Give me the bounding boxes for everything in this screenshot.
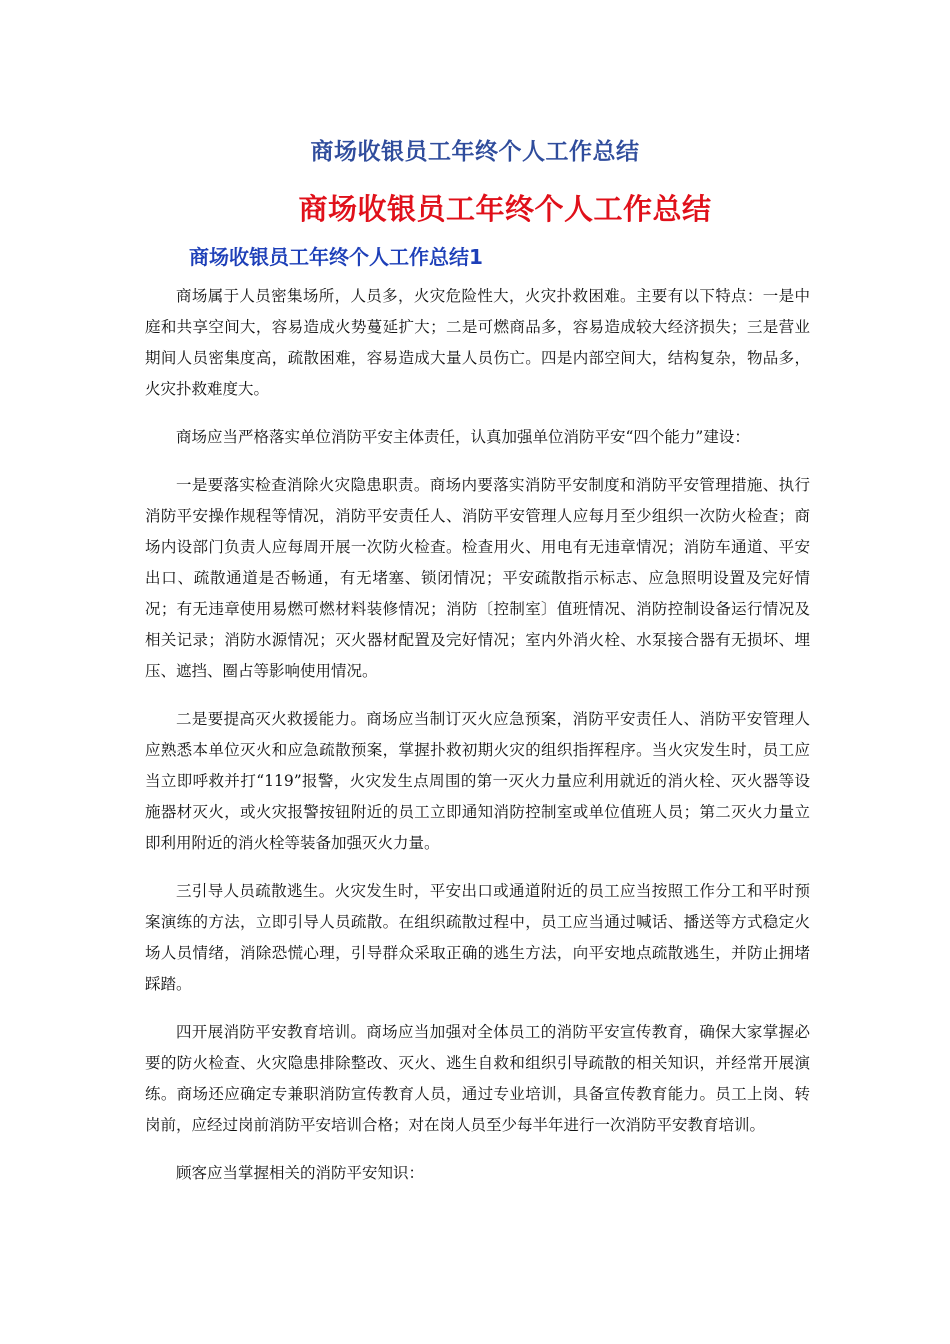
- paragraph-firefighting-capability: 二是要提高灭火救援能力。商场应当制订灭火应急预案，消防平安责任人、消防平安管理人应熟悉本单位灭火和应急疏散预案，掌握扑救初期火灾的组织指挥程序。当火灾发生时，员工应当立即呼救并打“119”报警，火灾发生点周围的第一灭火力量应利用就近的消火栓、灭火器等设施器材灭火，或火灾报警按钮附近的员工立即通知消防控制室或单位值班人员；第二灭火力量立即利用附近的消火栓等装备加强灭火力量。: [145, 710, 810, 852]
- section-title: 商场收银员工年终个人工作总结1: [189, 245, 483, 269]
- main-title: 商场收银员工年终个人工作总结: [298, 192, 712, 226]
- paragraph-hazard-inspection: 一是要落实检查消除火灾隐患职责。商场内要落实消防平安制度和消防平安管理措施、执行消防平安操作规程等情况，消防平安责任人、消防平安管理人应每月至少组织一次防火检查；商场内设部门负责人应每周开展一次防火检查。检查用火、用电有无违章情况；消防车通道、平安出口、疏散通道是否畅通，有无堵塞、锁闭情况；平安疏散指示标志、应急照明设置及完好情况；有无违章使用易燃可燃材料装修情况；消防〔控制室〕值班情况、消防控制设备运行情况及相关记录；消防水源情况；灭火器材配置及完好情况；室内外消火栓、水泵接合器有无损坏、埋压、遮挡、圈占等影响使用情况。: [145, 476, 810, 680]
- document-body: [145, 281, 810, 1206]
- paragraph-fire-risk-features: 商场属于人员密集场所，人员多，火灾危险性大，火灾扑救困难。主要有以下特点：一是中庭和共享空间大，容易造成火势蔓延扩大；二是可燃商品多，容易造成较大经济损失；三是营业期间人员密集度高，疏散困难，容易造成大量人员伤亡。四是内部空间大，结构复杂，物品多，火灾扑救难度大。: [145, 287, 810, 398]
- paragraph-safety-training: 四开展消防平安教育培训。商场应当加强对全体员工的消防平安宣传教育，确保大家掌握必要的防火检查、火灾隐患排除整改、灭火、逃生自救和组织引导疏散的相关知识，并经常开展演练。商场还应确定专兼职消防宣传教育人员，通过专业培训，具备宣传教育能力。员工上岗、转岗前，应经过岗前消防平安培训合格；对在岗人员至少每半年进行一次消防平安教育培训。: [145, 1023, 810, 1134]
- paragraph-safety-responsibility: 商场应当严格落实单位消防平安主体责任，认真加强单位消防平安“四个能力”建设：: [176, 428, 750, 446]
- paragraph-customer-knowledge: 顾客应当掌握相关的消防平安知识：: [176, 1164, 425, 1182]
- header-title: 商场收银员工年终个人工作总结: [310, 139, 640, 165]
- paragraph-evacuation-guidance: 三引导人员疏散逃生。火灾发生时，平安出口或通道附近的员工应当按照工作分工和平时预案演练的方法，立即引导人员疏散。在组织疏散过程中，员工应当通过喊话、播送等方式稳定火场人员情绪，消除恐慌心理，引导群众采取正确的逃生方法，向平安地点疏散逃生，并防止拥堵踩踏。: [145, 882, 810, 993]
